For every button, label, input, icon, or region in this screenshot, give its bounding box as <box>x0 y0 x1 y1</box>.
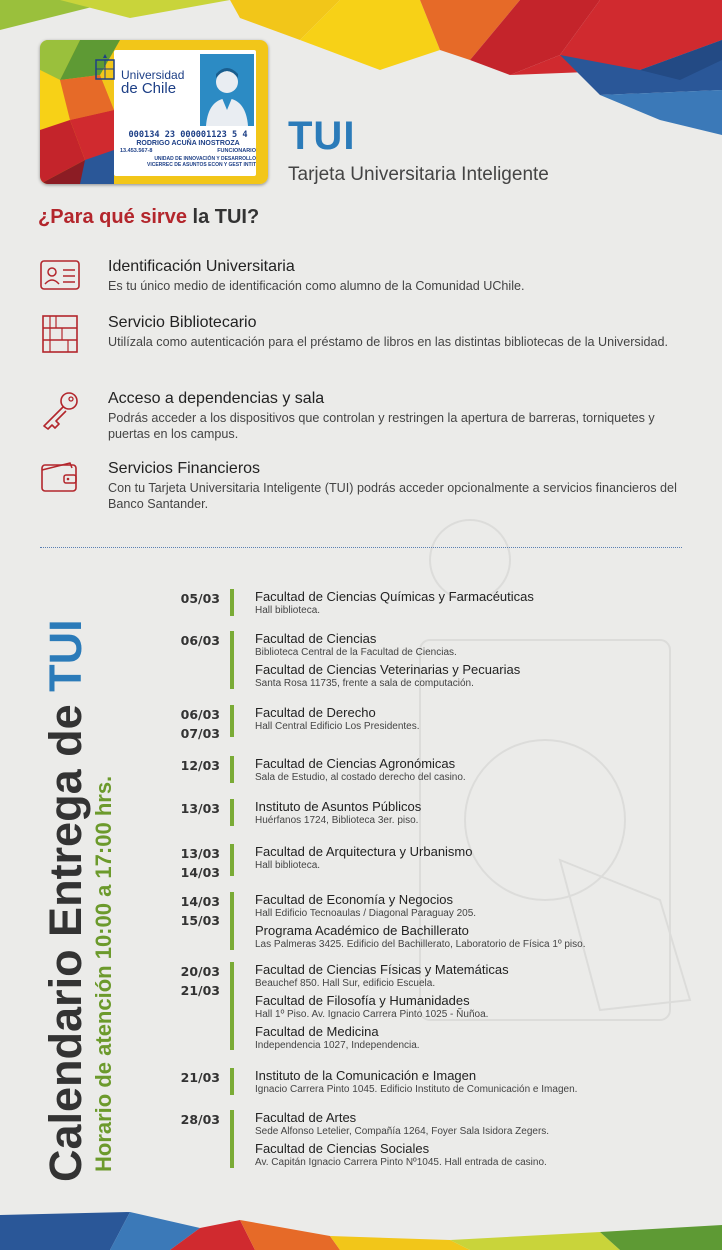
entry-bar <box>230 892 234 950</box>
key-icon <box>40 390 80 430</box>
university-line2: de Chile <box>121 80 177 97</box>
entry-dates <box>165 1110 220 1129</box>
feature-title: Identificación Universitaria <box>108 258 295 275</box>
faculty-name: Facultad de Filosofía y Humanidades <box>255 993 470 1008</box>
entry-dates <box>165 705 220 743</box>
card-rut: 13.453.567-8 <box>120 148 153 154</box>
card-unit-line2: VICERREC DE ASUNTOS ECON Y GEST INTIT <box>147 162 256 168</box>
faculty-location: Sala de Estudio, al costado derecho del casino. <box>255 772 466 783</box>
faculty-location: Hall biblioteca. <box>255 605 321 616</box>
entry-dates <box>165 631 220 650</box>
entry-date: 21/03 <box>180 983 220 998</box>
faculty-name: Facultad de Medicina <box>255 1024 379 1039</box>
entry-dates <box>165 589 220 608</box>
books-icon <box>40 314 80 354</box>
entry-date: 12/03 <box>180 758 220 773</box>
feature-title: Servicio Bibliotecario <box>108 314 257 331</box>
entry-dates <box>165 1068 220 1087</box>
university-line1: Universidad <box>121 68 185 82</box>
entry-dates <box>165 892 220 930</box>
entry-items <box>255 962 685 1055</box>
entry-date: 28/03 <box>180 1112 220 1127</box>
faculty-location: Hall 1º Piso. Av. Ignacio Carrera Pinto 1025 - Ñuñoa. <box>255 1009 489 1020</box>
entry-bar <box>230 756 234 783</box>
page-subtitle: Tarjeta Universitaria Inteligente <box>288 164 549 185</box>
tui-card-image <box>40 40 268 184</box>
entry-bar <box>230 962 234 1050</box>
calendar-hours: Horario de atención 10:00 a 17:00 hrs. <box>91 775 116 1172</box>
entry-date: 20/03 <box>180 964 220 979</box>
feature-description: Utilízala como autenticación para el préstamo de libros en las distintas bibliotecas de la Universidad. <box>108 335 669 349</box>
faculty-location: Las Palmeras 3425. Edificio del Bachillerato, Laboratorio de Física 1º piso. <box>255 939 586 950</box>
card-number: 000134 23 000001123 5 4 <box>128 130 248 140</box>
faculty-location: Ignacio Carrera Pinto 1045. Edificio Instituto de Comunicación e Imagen. <box>255 1084 578 1095</box>
feature-description: Podrás acceder a los dispositivos que controlan y restringen la apertura de barreras, torniquetes y puertas en los campus. <box>108 411 655 441</box>
faculty-name: Instituto de la Comunicación e Imagen <box>255 1068 477 1083</box>
faculty-location: Santa Rosa 11735, frente a sala de computación. <box>255 678 474 689</box>
card-holder-name: RODRIGO ACUÑA INOSTROZA <box>136 140 240 147</box>
entry-date: 15/03 <box>180 913 220 928</box>
faculty-name: Facultad de Derecho <box>255 705 376 720</box>
entry-bar <box>230 1068 234 1095</box>
faculty-name: Facultad de Ciencias <box>255 631 377 646</box>
section-heading <box>38 206 259 229</box>
entry-date: 14/03 <box>180 894 220 909</box>
faculty-location: Hall Central Edificio Los Presidentes. <box>255 721 420 732</box>
calendar-title-main: Calendario Entrega de <box>40 691 91 1182</box>
entry-bar <box>230 705 234 737</box>
faculty-name: Facultad de Artes <box>255 1110 357 1125</box>
faculty-name: Facultad de Economía y Negocios <box>255 892 453 907</box>
faculty-name: Facultad de Ciencias Agronómicas <box>255 756 456 771</box>
entry-dates <box>165 962 220 1000</box>
feature-title: Acceso a dependencias y sala <box>108 390 325 407</box>
entry-date: 13/03 <box>180 846 220 861</box>
entry-bar <box>230 1110 234 1168</box>
entry-bar <box>230 799 234 826</box>
faculty-name: Facultad de Arquitectura y Urbanismo <box>255 844 473 859</box>
faculty-name: Facultad de Ciencias Químicas y Farmacéuticas <box>255 589 534 604</box>
university-seal-icon <box>94 54 116 80</box>
faculty-location: Av. Capitán Ignacio Carrera Pinto Nº1045. Hall entrada de casino. <box>255 1157 547 1168</box>
faculty-name: Instituto de Asuntos Públicos <box>255 799 422 814</box>
wallet-icon <box>40 460 80 496</box>
entry-bar <box>230 589 234 616</box>
entry-date: 21/03 <box>180 1070 220 1085</box>
card-unit-line1: UNIDAD DE INNOVACIÓN Y DESARROLLO <box>154 156 256 162</box>
entry-date: 06/03 <box>180 633 220 648</box>
entry-date: 06/03 <box>180 707 220 722</box>
id-card-icon <box>40 258 80 294</box>
faculty-location: Hall Edificio Tecnoaulas / Diagonal Paraguay 205. <box>255 908 477 919</box>
faculty-location: Beauchef 850. Hall Sur, edificio Escuela. <box>255 978 436 989</box>
university-name <box>121 68 184 96</box>
entry-items <box>255 844 685 875</box>
faculty-name: Programa Académico de Bachillerato <box>255 923 469 938</box>
faculty-name: Facultad de Ciencias Veterinarias y Pecuarias <box>255 662 521 677</box>
entry-dates <box>165 844 220 882</box>
heading-dark-part: la TUI? <box>186 206 260 228</box>
page-title: TUI <box>288 114 356 158</box>
faculty-name: Facultad de Ciencias Sociales <box>255 1141 430 1156</box>
entry-dates <box>165 756 220 775</box>
entry-date: 05/03 <box>180 591 220 606</box>
card-id-row <box>120 148 256 154</box>
faculty-location: Sede Alfonso Letelier, Compañía 1264, Foyer Sala Isidora Zegers. <box>255 1126 550 1137</box>
user-photo-icon <box>200 54 254 126</box>
feature-description: Es tu único medio de identificación como alumno de la Comunidad UChile. <box>108 279 525 293</box>
entry-items <box>255 1110 685 1172</box>
faculty-location: Hall biblioteca. <box>255 860 321 871</box>
feature-description: Con tu Tarjeta Universitaria Inteligente (TUI) podrás acceder opcionalmente a servicios financieros del Banco Santander. <box>108 481 677 511</box>
heading-red-part: ¿Para qué sirve <box>38 206 187 228</box>
feature-title: Servicios Financieros <box>108 460 261 477</box>
card-unit <box>120 156 256 168</box>
calendar-title <box>40 619 92 1182</box>
faculty-location: Huérfanos 1724, Biblioteca 3er. piso. <box>255 815 419 826</box>
entry-date: 14/03 <box>180 865 220 880</box>
entry-items <box>255 1068 685 1099</box>
entry-items <box>255 892 685 954</box>
entry-items <box>255 589 685 620</box>
entry-dates <box>165 799 220 818</box>
faculty-location: Biblioteca Central de la Facultad de Ciencias. <box>255 647 457 658</box>
entry-bar <box>230 844 234 876</box>
entry-date: 13/03 <box>180 801 220 816</box>
calendar-heading <box>40 619 116 1182</box>
entry-items <box>255 799 685 830</box>
dotted-divider <box>40 547 682 548</box>
entry-bar <box>230 631 234 689</box>
calendar-title-tui: TUI <box>40 619 91 692</box>
entry-items <box>255 705 685 736</box>
faculty-location: Independencia 1027, Independencia. <box>255 1040 420 1051</box>
faculty-name: Facultad de Ciencias Físicas y Matemáticas <box>255 962 509 977</box>
entry-items <box>255 756 685 787</box>
card-role: FUNCIONARIO <box>217 148 256 154</box>
entry-items <box>255 631 685 693</box>
entry-date: 07/03 <box>180 726 220 741</box>
